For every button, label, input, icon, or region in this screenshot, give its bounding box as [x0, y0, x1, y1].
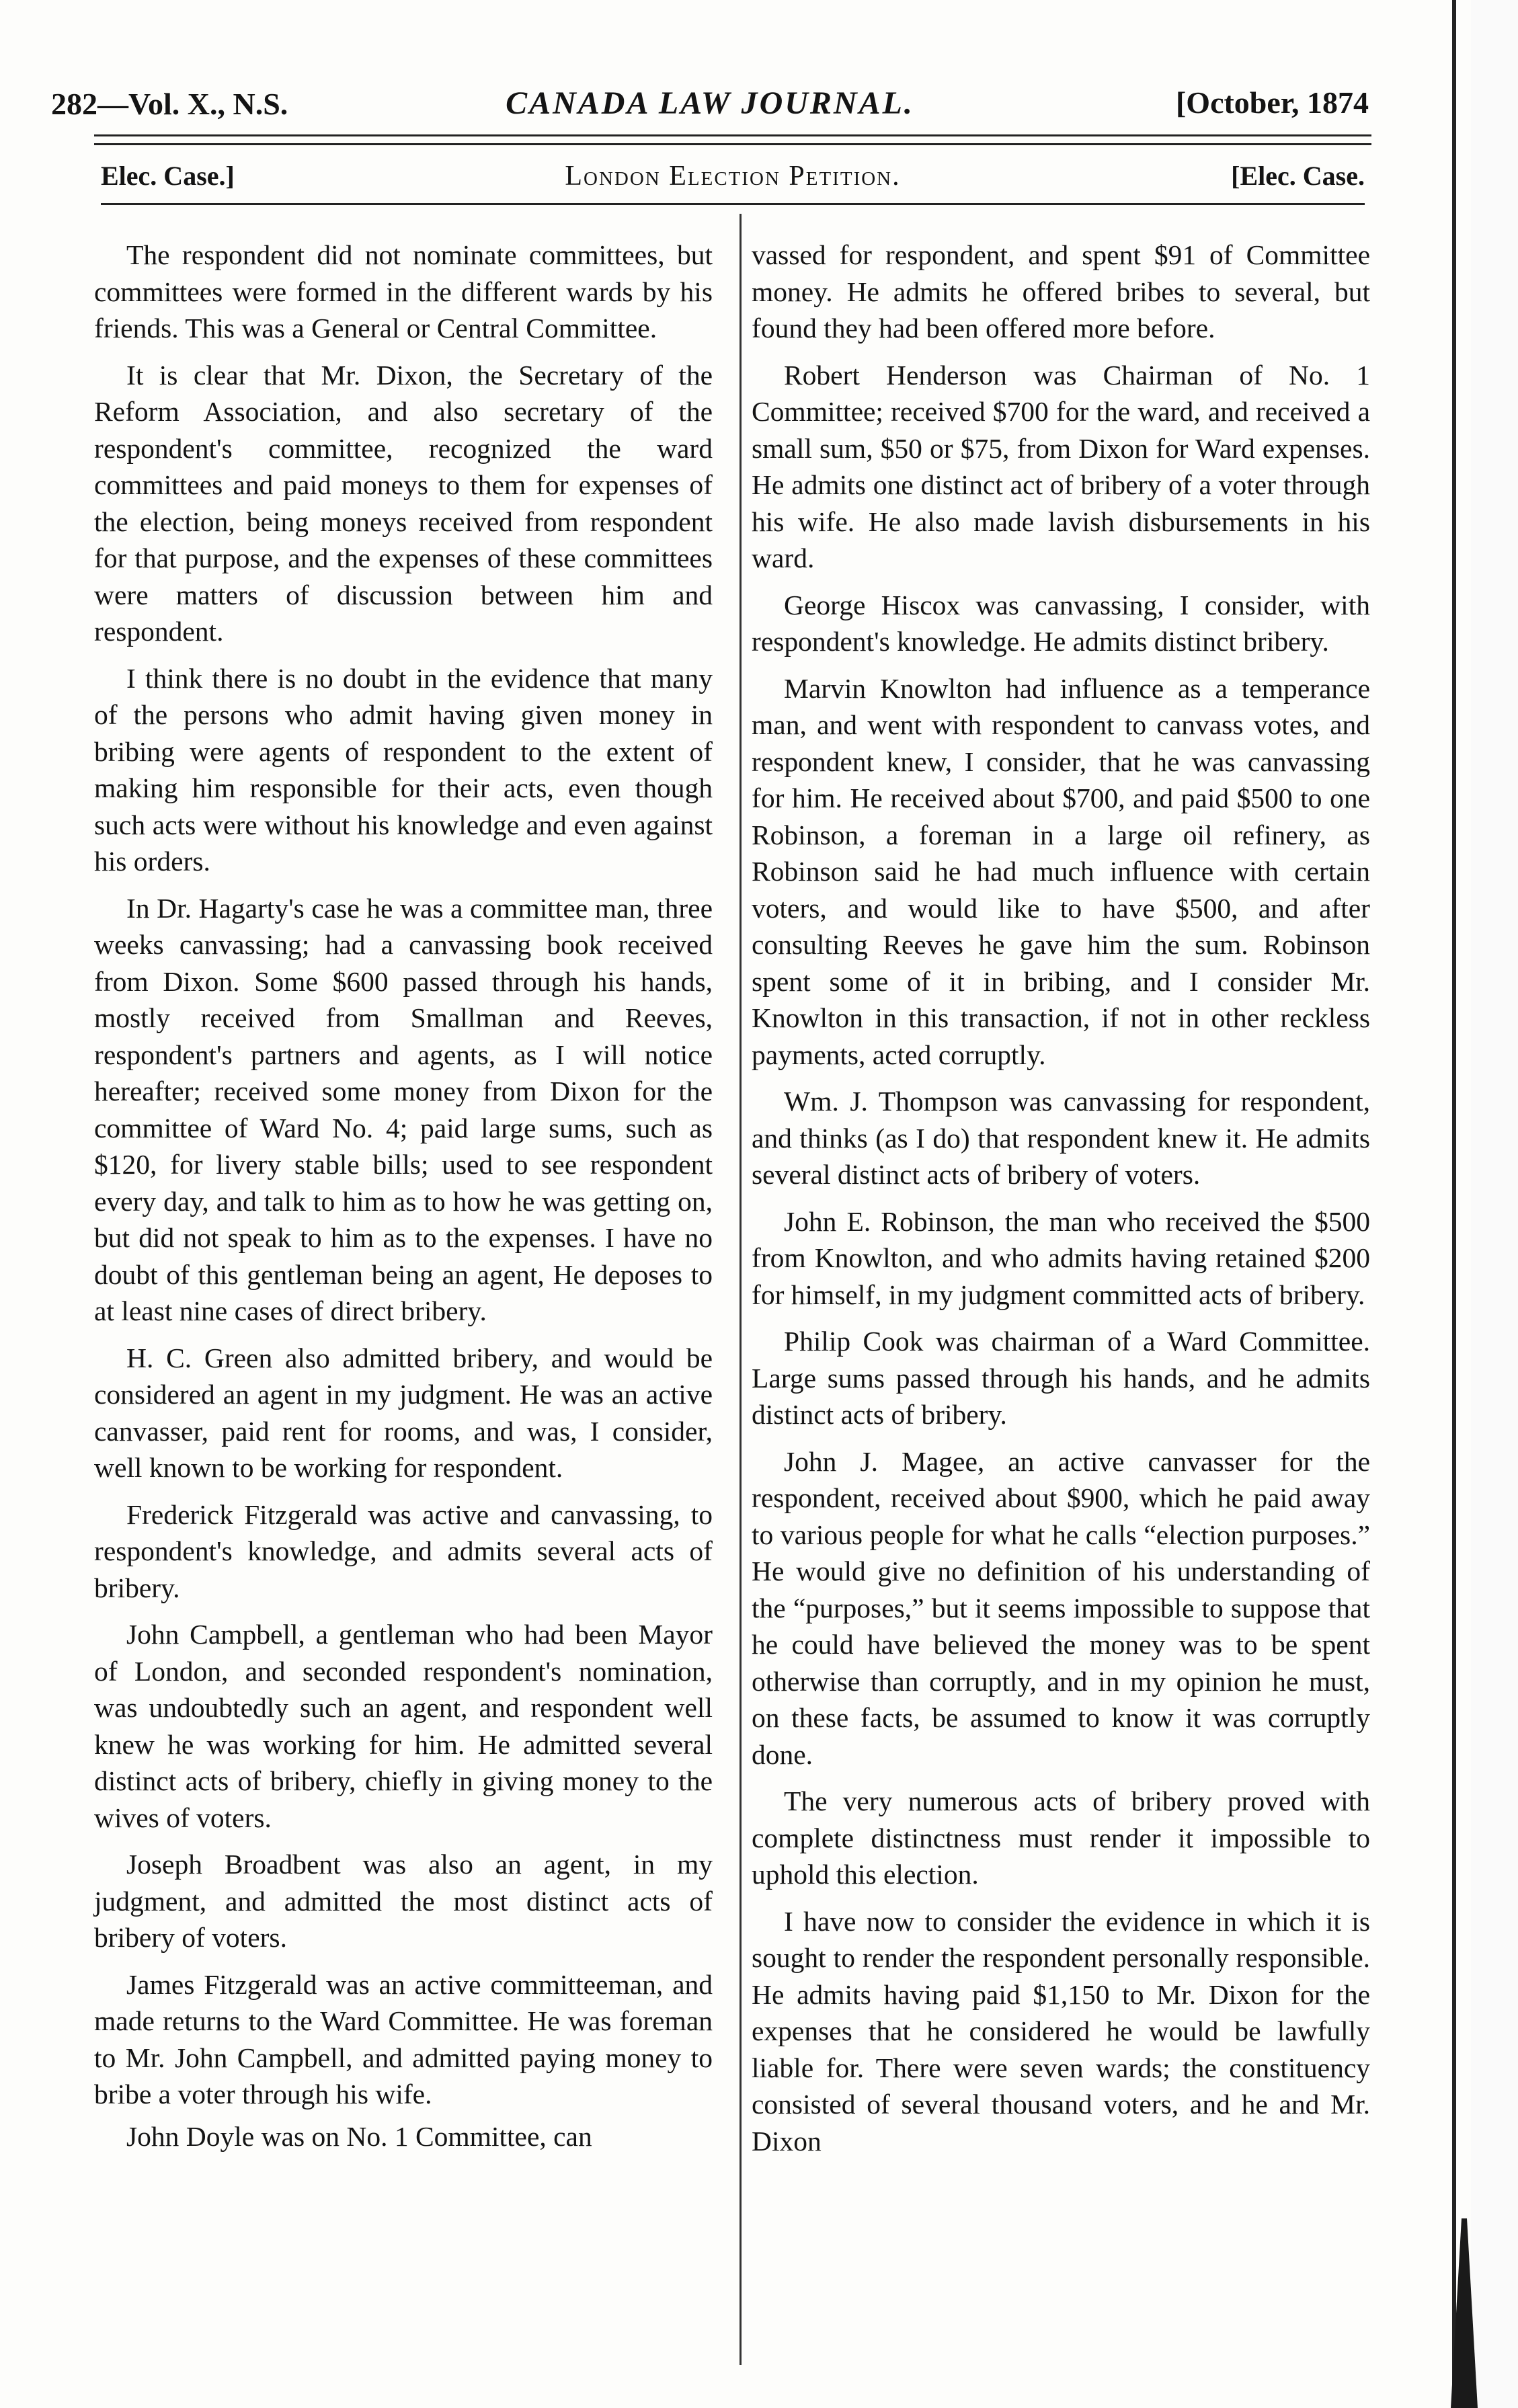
- issue-date: [October, 1874: [1175, 85, 1369, 120]
- left-column: [94, 237, 713, 2165]
- paragraph: Wm. J. Thompson was canvassing for respondent, and thinks (as I do) that respondent knew it. He admits several distinct acts of bribery of voters.: [752, 1086, 1370, 1190]
- right-column: [752, 237, 1370, 2169]
- paragraph: It is clear that Mr. Dixon, the Secretary of the Reform Association, and also secretary of the respondent's committee, recognized the ward committees and paid moneys to them for expenses of the election, being moneys received from respondent for that purpose, and the expenses of these committees were matters of discussion between him and respondent.: [94, 359, 713, 647]
- paragraph: John J. Magee, an active canvasser for the respondent, received about $900, which he paid away to various people for what he calls “election purposes.” He would give no definition of his understanding of the “purposes,” but it seems impossible to suppose that he could have believed the money was to be spent otherwise than corruptly, and in my opinion he must, on these facts, be assumed to know it was corruptly done.: [752, 1445, 1370, 1770]
- paragraph: H. C. Green also admitted bribery, and would be considered an agent in my judgment. He was an active canvasser, paid rent for rooms, and was, I consider, well known to be working for respondent.: [94, 1342, 713, 1483]
- paragraph-continued: vassed for respondent, and spent $91 of Committee money. He admits he offered bribes to several, but found they had been offered more before.: [752, 239, 1370, 344]
- column-divider: [740, 214, 742, 2365]
- paragraph: I think there is no doubt in the evidence that many of the persons who admit having given money in bribing were agents of respondent to the extent of making him responsible for their acts, even though such acts were without his knowledge and even against his orders.: [94, 662, 713, 877]
- header-single-rule: [101, 203, 1365, 205]
- paragraph: George Hiscox was canvassing, I consider, with respondent's knowledge. He admits distinct bribery.: [752, 589, 1370, 657]
- paragraph: John E. Robinson, the man who received the $500 from Knowlton, and who admits having retained $200 for himself, in my judgment committed acts of bribery.: [752, 1205, 1370, 1310]
- paragraph: Frederick Fitzgerald was active and canvassing, to respondent's knowledge, and admits several acts of bribery.: [94, 1498, 713, 1603]
- case-head: [101, 156, 1365, 203]
- header-double-rule: [94, 134, 1371, 145]
- journal-title: CANADA LAW JOURNAL.: [506, 85, 914, 121]
- case-type-right: [Elec. Case.: [1231, 161, 1365, 191]
- paragraph: Marvin Knowlton had influence as a temperance man, and went with respondent to canvass votes, and respondent knew, I consider, that he was canvassing for him. He received about $700, and paid $500 to one Robinson, a foreman in a large oil refinery, as Robinson said he had much influence with certain voters, and would like to have $500, and after consulting Reeves he gave him the sum. Robinson spent some of it in bribing, and I consider Mr. Knowlton in this transaction, if not in other reckless payments, acted corruptly.: [752, 672, 1370, 1070]
- paragraph: Philip Cook was chairman of a Ward Committee. Large sums passed through his hands, and he admits distinct acts of bribery.: [752, 1326, 1370, 1430]
- page-margin-right: [1471, 0, 1518, 2408]
- paragraph: Joseph Broadbent was also an agent, in my judgment, and admitted the most distinct acts of bribery of voters.: [94, 1849, 713, 1953]
- paragraph: In Dr. Hagarty's case he was a committee man, three weeks canvassing; had a canvassing book received from Dixon. Some $600 passed through his hands, mostly received from Smallman and Reeves, respondent's partners and agents, as I will notice hereafter; received some money from Dixon for the committee of Ward No. 4; paid large sums, such as $120, for livery stable bills; used to see respondent every day, and talk to him as to how he was getting on, but did not speak to him as to the expenses. I have no doubt of this gentleman being an agent, He deposes to at least nine cases of direct bribery.: [94, 892, 713, 1326]
- case-title: London Election Petition.: [565, 161, 901, 192]
- paragraph: The respondent did not nominate committees, but committees were formed in the different wards by his friends. This was a General or Central Committee.: [94, 239, 713, 344]
- paragraph: John Doyle was on No. 1 Committee, can: [126, 2120, 592, 2152]
- page-number-volume: 282—Vol. X., N.S.: [51, 87, 288, 121]
- paragraph: Robert Henderson was Chairman of No. 1 Committee; received $700 for the ward, and received a small sum, $50 or $75, from Dixon for Ward expenses. He admits one distinct act of bribery of a voter through his wife. He also made lavish disbursements in his ward.: [752, 359, 1370, 573]
- paragraph: John Campbell, a gentleman who had been Mayor of London, and seconded respondent's nomination, was undoubtedly such an agent, and respondent well knew he was working for him. He admitted several distinct acts of bribery, chiefly in giving money to the wives of voters.: [94, 1619, 713, 1833]
- paragraph: I have now to consider the evidence in which it is sought to render the respondent personally responsible. He admits having paid $1,150 to Mr. Dixon for the expenses that he considered he would be lawfully liable for. There were seven wards; the constituency consisted of several thousand voters, and he and Mr. Dixon: [752, 1905, 1370, 2157]
- case-type-left: Elec. Case.]: [101, 161, 235, 191]
- paragraph: The very numerous acts of bribery proved with complete distinctness must render it impossible to uphold this election.: [752, 1785, 1370, 1890]
- binding-edge: [1452, 0, 1456, 2408]
- running-head: [51, 79, 1369, 133]
- paragraph: James Fitzgerald was an active committeeman, and made returns to the Ward Committee. He was foreman to Mr. John Campbell, and admitted paying money to bribe a voter through his wife.: [94, 1968, 713, 2110]
